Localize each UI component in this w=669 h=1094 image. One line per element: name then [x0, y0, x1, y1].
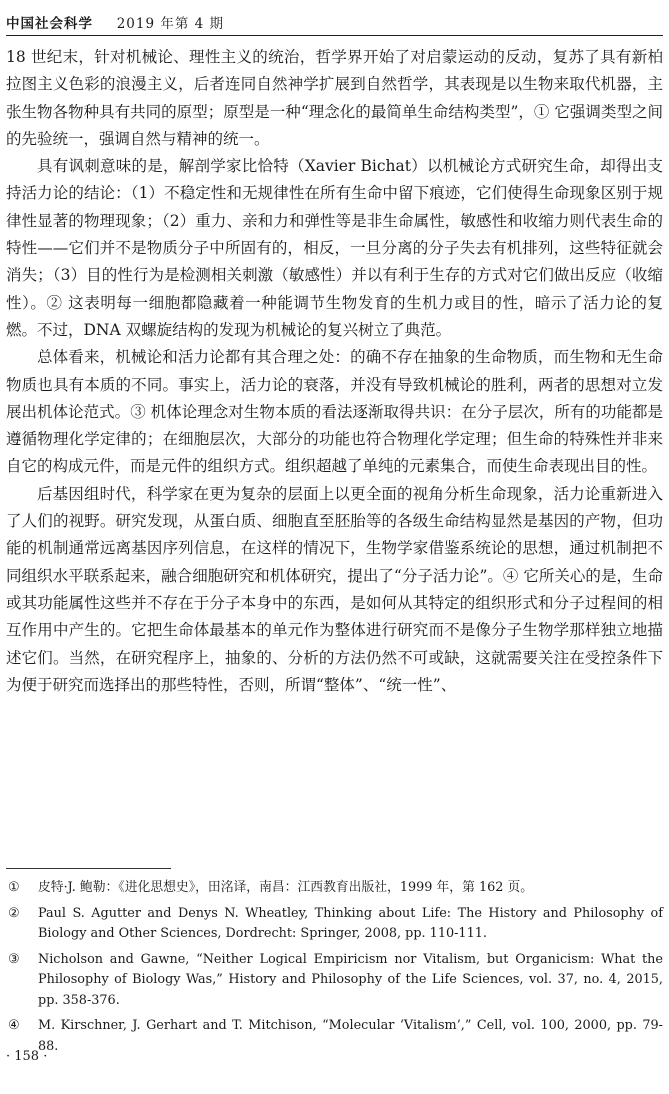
paragraph: 具有讽刺意味的是，解剖学家比恰特（Xavier Bichat）以机械论方式研究生命，却得出支持活力论的结论：（1）不稳定性和无规律性在所有生命中留下痕迹，它们使得生命现象区别于规律性显著的物理现象；（2）重力、亲和力和弹性等是非生命属性，敏感性和收缩力则代表生命的特性——它们并不是物质分子中所固有的，相反，一旦分离的分子失去有机排列，这些特征就会消失；（3）目的性行为是检测相关刺激（敏感性）并以有利于生存的方式对它们做出反应（收缩性）。② 这表明每一细胞都隐藏着一种能调节生物发育的生机力或目的性，暗示了活力论的复燃。不过，DNA 双螺旋结构的发现为机械论的复兴树立了典范。: [6, 157, 663, 339]
page-number: · 158 ·: [6, 1049, 48, 1064]
footnote: [6, 950, 663, 1012]
footnote: [6, 1016, 663, 1057]
paragraph: 后基因组时代，科学家在更为复杂的层面上以更全面的视角分析生命现象，活力论重新进入了人们的视野。研究发现，从蛋白质、细胞直至胚胎等的各级生命结构显然是基因的产物，但功能的机制通常远离基因序列信息，在这样的情况下，生物学家借鉴系统论的思想，通过机制把不同组织水平联系起来，融合细胞研究和机体研究，提出了“分子活力论”。④ 它所关心的是，生命或其功能属性这些并不存在于分子本身中的东西，是如何从其特定的组织形式和分子过程间的相互作用中产生的。它把生命体最基本的单元作为整体进行研究而不是像分子生物学那样独立地描述它们。当然，在研究程序上，抽象的、分析的方法仍然不可或缺，这就需要关注在受控条件下为便于研究而选择出的那些特性，否则，所谓“整体”、“统一性”、: [6, 484, 663, 694]
footnote-text: Nicholson and Gawne, “Neither Logical Empiricism nor Vitalism, but Organicism: What the Philosophy of Biology Was,” History and Philosophy of the Life Sciences, vol. 37, no. 4, 2015, pp. 358-376.: [38, 951, 663, 1008]
paragraph: 总体看来，机械论和活力论都有其合理之处：的确不存在抽象的生命物质，而生物和无生命物质也具有本质的不同。事实上，活力论的衰落，并没有导致机械论的胜利，两者的思想对立发展出机体论范式。③ 机体论理念对生物本质的看法逐渐取得共识：在分子层次，所有的功能都是遵循物理化学定律的；在细胞层次，大部分的功能也符合物理化学定理；但生命的特殊性并非来自它的构成元件，而是元件的组织方式。组织超越了单纯的元素集合，而使生命表现出目的性。: [6, 348, 663, 476]
footnote-marker: ③: [8, 951, 20, 967]
footnote-text: M. Kirschner, J. Gerhart and T. Mitchison, “Molecular ‘Vitalism’,” Cell, vol. 100, 2000, pp. 79-88.: [38, 1018, 663, 1054]
article-body: [6, 44, 663, 699]
footnote-text: Paul S. Agutter and Denys N. Wheatley, Thinking about Life: The History and Philosophy of Biology and Other Sciences, Dordrecht: Springer, 2008, pp. 110-111.: [38, 905, 663, 941]
footnote-marker: ④: [8, 1018, 20, 1033]
footnote-marker: ①: [8, 880, 20, 895]
footnote-separator: [6, 868, 171, 869]
footnote: [6, 878, 663, 899]
journal-name: 中国社会科学: [6, 16, 93, 32]
footnotes: [6, 878, 663, 1062]
footnote-text: 皮特·J. 鲍勒：《进化思想史》，田洺译，南昌：江西教育出版社，1999 年，第 162 页。: [38, 880, 534, 895]
footnote: [6, 904, 663, 945]
footnote-marker: ②: [8, 905, 20, 921]
header-rule: [6, 35, 663, 36]
running-header: [6, 12, 663, 32]
issue-label: 2019 年第 4 期: [116, 16, 225, 32]
paragraph: 18 世纪末，针对机械论、理性主义的统治，哲学界开始了对启蒙运动的反动，复苏了具有新柏拉图主义色彩的浪漫主义，后者连同自然神学扩展到自然哲学，其表现是以生物来取代机器，主张生物各物种具有共同的原型；原型是一种“理念化的最简单生命结构类型”，① 它强调类型之间的先验统一，强调自然与精神的统一。: [6, 48, 663, 148]
